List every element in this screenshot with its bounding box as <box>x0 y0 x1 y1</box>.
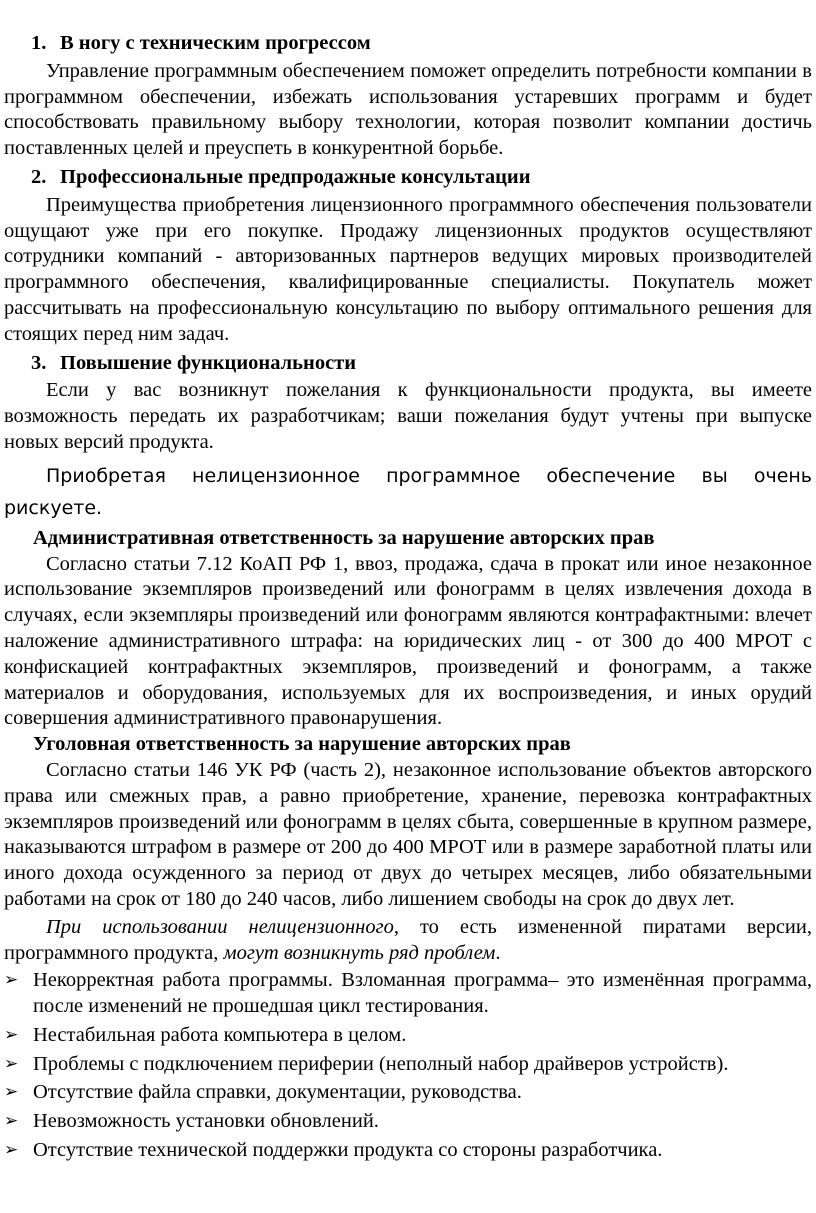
warning-line: Приобретая нелицензионное программное обеспечение вы очень рискуете. <box>4 464 812 519</box>
problems-intro-italic-start: При использовании нелицензионного <box>46 915 394 938</box>
arrowhead-bullet-icon: ➢ <box>4 1111 19 1132</box>
section-3-heading <box>4 351 812 377</box>
section-1-text: Управление программным обеспечением поможет определить потребности компании в программном обеспечении, избежать использования устаревших программ и будет способствовать правильному выбору технологии, которая позволит компании достичь поставленных целей и преуспеть в конкурентной борьбе. <box>4 59 812 160</box>
section-1-number: 1. <box>31 32 47 54</box>
section-3-number: 3. <box>31 351 47 374</box>
arrowhead-bullet-icon: ➢ <box>4 1053 19 1074</box>
section-1-heading <box>4 31 812 57</box>
criminal-responsibility-text: Согласно статьи 146 УК РФ (часть 2), незаконное использование объектов авторского права или смежных прав, а равно приобретение, хранение, перевозка контрафактных экземпляров произведений или фонограмм в целях сбыта, совершенные в крупном размере, наказываются штрафом в размере от 200 до 400 МРОТ или в размере заработной платы или иного дохода осужденного за период от двух до четырех месяцев, либо обязательными работами на срок от 180 до 240 часов, либо лишением свободы на срок до двух лет. <box>4 758 812 910</box>
list-item-text: Нестабильная работа компьютера в целом. <box>33 1023 407 1046</box>
section-3-text: Если у вас возникнут пожелания к функциональности продукта, вы имеете возможность передать их разработчикам; ваши пожелания будут учтены при выпуске новых версий продукта. <box>4 379 812 453</box>
section-2-text: Преимущества приобретения лицензионного программного обеспечения пользователи ощущают уже при его покупке. Продажу лицензионных продуктов осуществляют сотрудники компаний - авторизованных партнеров ведущих мировых производителей программного обеспечения, квалифицированные специалисты. Покупатель может рассчитывать на профессиональную консультацию по выбору оптимального решения для стоящих перед ним задач. <box>4 193 812 345</box>
document-body <box>4 31 812 1167</box>
list-item <box>4 1138 812 1164</box>
admin-responsibility-text: Согласно статьи 7.12 КоАП РФ 1, ввоз, продажа, сдача в прокат или иное незаконное использование экземпляров произведений или фонограмм в целях извлечения дохода в случаях, если экземпляры произведений или фонограмм являются контрафактными: влечет наложение административного штрафа: на юридических лиц - от 300 до 400 МРОТ с конфискацией контрафактных экземпляров, произведений и фонограмм, а также материалов и оборудования, используемых для их воспроизведения, и иных орудий совершения административного правонарушения. <box>4 552 812 730</box>
list-item-text: Проблемы с подключением периферии (неполный набор драйверов устройств). <box>33 1052 729 1075</box>
criminal-responsibility-heading: Уголовная ответственность за нарушение авторских прав <box>33 733 571 756</box>
problems-intro-italic-end: могут возникнуть ряд проблем <box>223 941 496 964</box>
list-item-text: Отсутствие файла справки, документации, руководства. <box>33 1081 522 1104</box>
section-2-heading <box>4 165 812 191</box>
list-item <box>4 1052 812 1078</box>
section-1-title: В ногу с техническим прогрессом <box>60 32 371 54</box>
list-item-text: Невозможность установки обновлений. <box>33 1110 379 1133</box>
admin-responsibility-heading: Административная ответственность за нарушение авторских прав <box>33 526 655 549</box>
list-item <box>4 1080 812 1106</box>
problems-list <box>4 968 812 1164</box>
section-3-title: Повышение функциональности <box>60 351 357 374</box>
list-item <box>4 1109 812 1135</box>
section-2-number: 2. <box>31 165 47 188</box>
list-item <box>4 1023 812 1049</box>
list-item-text: Отсутствие технической поддержки продукта со стороны разработчика. <box>33 1139 663 1162</box>
problems-intro-tail: . <box>495 941 501 964</box>
list-item <box>4 968 812 1020</box>
list-item-text: Некорректная работа программы. Взломанная программа– это изменённая программа, после изменений не прошедшая цикл тестирования. <box>33 969 812 1018</box>
arrowhead-bullet-icon: ➢ <box>4 1082 19 1103</box>
arrowhead-bullet-icon: ➢ <box>4 970 19 991</box>
arrowhead-bullet-icon: ➢ <box>4 1140 19 1161</box>
problems-intro-middle: , то есть измененной пиратами версии, программного продукта, <box>4 915 812 964</box>
problems-intro <box>4 915 812 967</box>
section-2-title: Профессиональные предпродажные консультации <box>60 165 531 188</box>
arrowhead-bullet-icon: ➢ <box>4 1024 19 1045</box>
